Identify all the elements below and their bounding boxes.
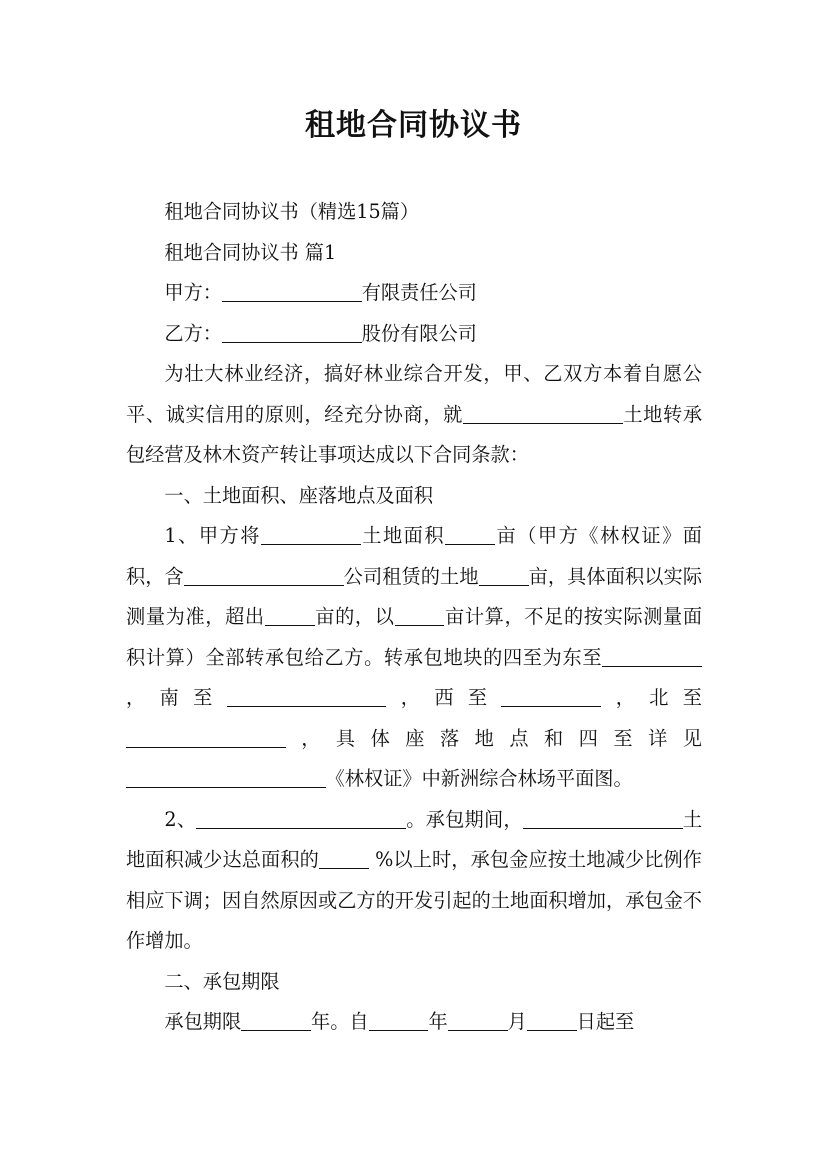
paragraph-heading-2: 二、承包期限 [164, 969, 280, 993]
paragraph-heading-1: 一、土地面积、座落地点及面积 [164, 483, 434, 507]
blank-field [222, 282, 362, 302]
blank-field [261, 525, 361, 545]
blank-field [222, 322, 362, 342]
paragraph-section-heading: 租地合同协议书 篇1 [164, 240, 337, 264]
blank-field [126, 768, 326, 788]
blank-field [448, 1011, 508, 1031]
blank-field [501, 687, 601, 707]
paragraph-clause-1: 1、甲方将 土地面积 亩（甲方《林权证》面积，含 公司租赁的土地 亩，具体面积以实际测量为准，超出 亩的，以 亩计算，不足的按实际测量面积计算）全部转承包给乙方。转承包地块的四至为东至，南至 ，西至 ，北至，具体座落地点和四至详见《林权证》中新洲综合林场平面图。 [126, 524, 703, 790]
blank-field [265, 606, 315, 626]
blank-field [479, 565, 529, 585]
blank-field [527, 1011, 577, 1031]
paragraph-term: 承包期限 年。自 年 月 日起至 [164, 1010, 635, 1033]
blank-field [196, 808, 406, 828]
paragraph-party-a: 甲方： 有限责任公司 [164, 281, 477, 304]
document-title: 租地合同协议书 [305, 108, 522, 143]
blank-field [241, 1011, 311, 1031]
document-body [126, 192, 702, 1043]
blank-field [445, 525, 495, 545]
blank-field [602, 646, 702, 666]
paragraph-clause-2: 2、 。承包期间， 土地面积减少达总面积的 %以上时，承包金应按土地减少比例作相应下调；因自然原因或乙方的开发引起的土地面积增加，承包金不作增加。 [126, 807, 702, 952]
blank-field [369, 1011, 429, 1031]
paragraph-subtitle: 租地合同协议书（精选15篇） [164, 200, 420, 223]
blank-field [126, 727, 286, 747]
blank-field [319, 849, 369, 869]
paragraph-preamble: 为壮大林业经济，搞好林业综合开发，甲、乙双方本着自愿公平、诚实信用的原则，经充分协商，就 土地转承包经营及林木资产转让事项达成以下合同条款： [126, 362, 703, 466]
blank-field [395, 606, 445, 626]
blank-field [523, 808, 683, 828]
blank-field [463, 403, 623, 423]
paragraph-party-b: 乙方： 股份有限公司 [164, 321, 477, 345]
blank-field [184, 565, 344, 585]
blank-field [227, 687, 387, 707]
